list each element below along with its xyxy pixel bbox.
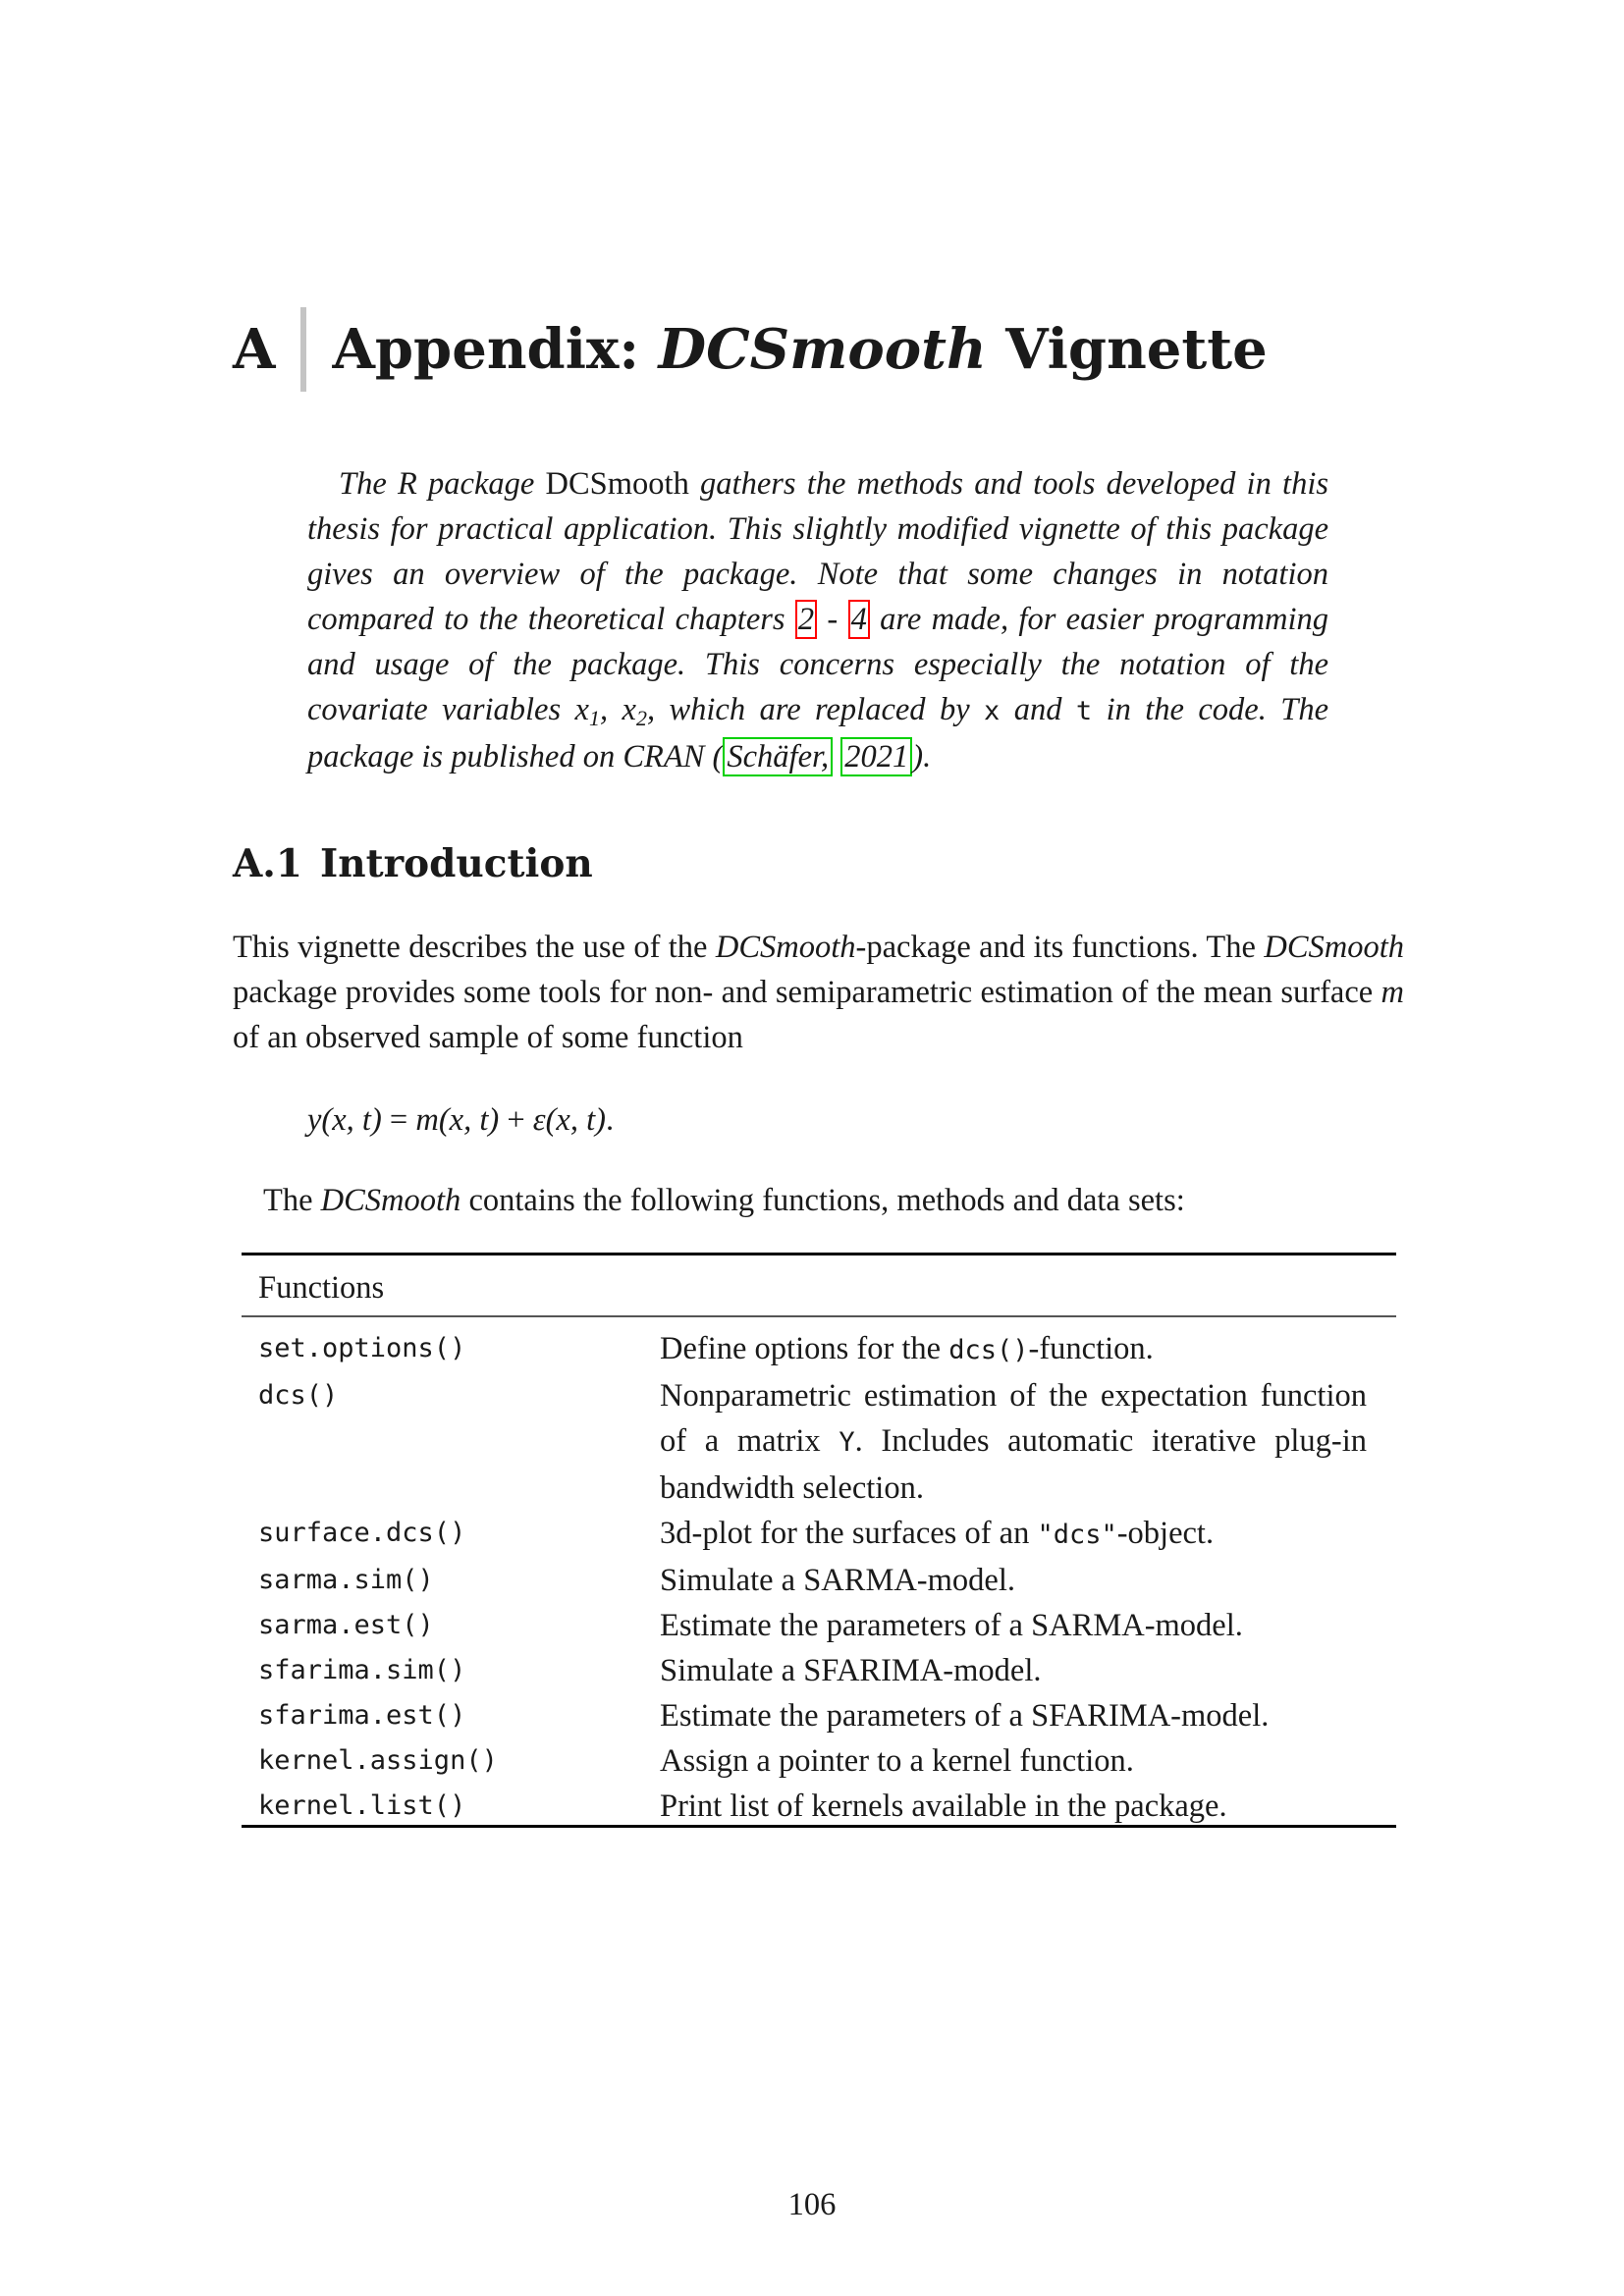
paragraph-text: -package and its functions. The [855, 930, 1265, 965]
table-row [242, 1693, 1396, 1738]
math-variable: x [622, 692, 636, 727]
chapter-reference-link[interactable]: 4 [848, 600, 870, 639]
citation-link[interactable]: 2021 [840, 737, 912, 776]
equation-operator: = [381, 1102, 416, 1138]
inline-code: Y [839, 1427, 855, 1458]
package-name: DCSmooth [320, 1183, 461, 1218]
equation-mean-term: m(x, t) [415, 1102, 500, 1138]
description-text: Print list of kernels available in the package. [660, 1789, 1227, 1824]
table-body [242, 1326, 1396, 1829]
table-intro-paragraph [263, 1178, 1185, 1223]
section-number: A.1 [233, 841, 302, 886]
inline-code: x [984, 696, 1001, 726]
table-row [242, 1648, 1396, 1693]
table-row [242, 1558, 1396, 1603]
table-row [242, 1373, 1396, 1511]
citation-link[interactable]: Schäfer, [723, 737, 833, 776]
model-equation [307, 1097, 614, 1143]
chapter-reference-link[interactable]: 2 [795, 600, 817, 639]
equation-operator: + [499, 1102, 533, 1138]
function-name: kernel.assign() [258, 1745, 498, 1776]
abstract-text: gathers the methods and tools developed in this thesis for practical application. This slightly modified vignette of this package gives an overview of the package. Note that some changes in notation compared to the theoretical chapters [307, 466, 1328, 637]
table-row [242, 1603, 1396, 1648]
chapter-heading [233, 302, 1268, 397]
abstract-text: The R package [339, 466, 546, 502]
table-header: Functions [258, 1270, 385, 1306]
function-description [660, 1558, 1367, 1603]
function-description [660, 1738, 1367, 1784]
paragraph-text: package provides some tools for non- and semiparametric estimation of the mean surface [233, 975, 1381, 1010]
function-description [660, 1373, 1367, 1511]
abstract-text: , [599, 692, 623, 727]
description-text: Nonparametric estimation of the expectation function of a matrix [660, 1378, 1367, 1459]
chapter-divider [300, 307, 306, 392]
description-text: Define options for the [660, 1331, 949, 1366]
description-text: . Includes automatic iterative plug-in bandwidth selection. [660, 1423, 1367, 1506]
chapter-title-suffix: Vignette [986, 317, 1268, 382]
table-top-rule [242, 1253, 1396, 1255]
table-row [242, 1784, 1396, 1829]
description-text: Assign a pointer to a kernel function. [660, 1743, 1134, 1779]
function-name: set.options() [258, 1333, 466, 1363]
function-name: sfarima.sim() [258, 1655, 466, 1685]
paragraph-text: The [263, 1183, 321, 1218]
function-description [660, 1648, 1367, 1693]
abstract-text: ). [912, 739, 932, 774]
function-description [660, 1603, 1367, 1648]
table-row [242, 1326, 1396, 1373]
description-text: -object. [1116, 1516, 1215, 1551]
function-name: sarma.sim() [258, 1565, 434, 1595]
function-description [660, 1511, 1367, 1558]
paragraph-text: of an observed sample of some function [233, 1020, 743, 1055]
function-name: sfarima.est() [258, 1700, 466, 1731]
function-name: sarma.est() [258, 1610, 434, 1640]
page-number: 106 [787, 2187, 837, 2222]
section-heading [233, 839, 593, 888]
inline-code: dcs() [948, 1335, 1029, 1365]
chapter-letter: A [233, 317, 276, 382]
math-subscript: 1 [588, 706, 600, 730]
description-text: Simulate a SARMA-model. [660, 1563, 1015, 1598]
table-mid-rule [242, 1315, 1396, 1317]
abstract-text: ( [712, 739, 724, 774]
paragraph-text: contains the following functions, methods and data sets: [460, 1183, 1185, 1218]
chapter-abstract [307, 461, 1328, 779]
description-text: Estimate the parameters of a SARMA-model. [660, 1608, 1243, 1643]
abstract-text: in the code. The package is published on CRAN [307, 692, 1329, 774]
table-bottom-rule [242, 1825, 1396, 1828]
paragraph-text: This vignette describes the use of the [233, 930, 716, 965]
equation-error-term: ε(x, t) [532, 1102, 606, 1138]
abstract-package-name: DCSmooth [545, 466, 689, 502]
equation-lhs: y(x, t) [307, 1102, 382, 1138]
function-name: kernel.list() [258, 1790, 466, 1821]
inline-code: t [1075, 696, 1093, 726]
math-variable: m [1380, 975, 1404, 1010]
description-text: 3d-plot for the surfaces of an [660, 1516, 1038, 1551]
math-subscript: 2 [635, 706, 647, 730]
math-variable: x [574, 692, 589, 727]
equation-end: . [605, 1102, 615, 1138]
abstract-text: - [817, 602, 848, 637]
function-name: dcs() [258, 1380, 339, 1411]
section-title: Introduction [319, 841, 593, 886]
inline-code: "dcs" [1037, 1520, 1117, 1550]
description-text: Estimate the parameters of a SFARIMA-model. [660, 1698, 1270, 1734]
function-description [660, 1784, 1367, 1829]
abstract-text: and [1000, 692, 1076, 727]
table-row [242, 1511, 1396, 1558]
package-name: DCSmooth [1264, 930, 1404, 965]
abstract-text: , which are replaced by [646, 692, 985, 727]
intro-paragraph [233, 925, 1404, 1060]
abstract-text: are made, for easier programming and usage of the package. This concerns especially the notation of the covariate variables [307, 602, 1328, 727]
function-description [660, 1326, 1367, 1373]
function-name: surface.dcs() [258, 1518, 466, 1548]
table-row [242, 1738, 1396, 1784]
chapter-title-package: DCSmooth [658, 317, 987, 382]
description-text: Simulate a SFARIMA-model. [660, 1653, 1042, 1688]
chapter-title [332, 317, 1268, 382]
package-name: DCSmooth [715, 930, 856, 965]
function-description [660, 1693, 1367, 1738]
chapter-title-prefix: Appendix: [332, 317, 659, 382]
description-text: -function. [1028, 1331, 1154, 1366]
